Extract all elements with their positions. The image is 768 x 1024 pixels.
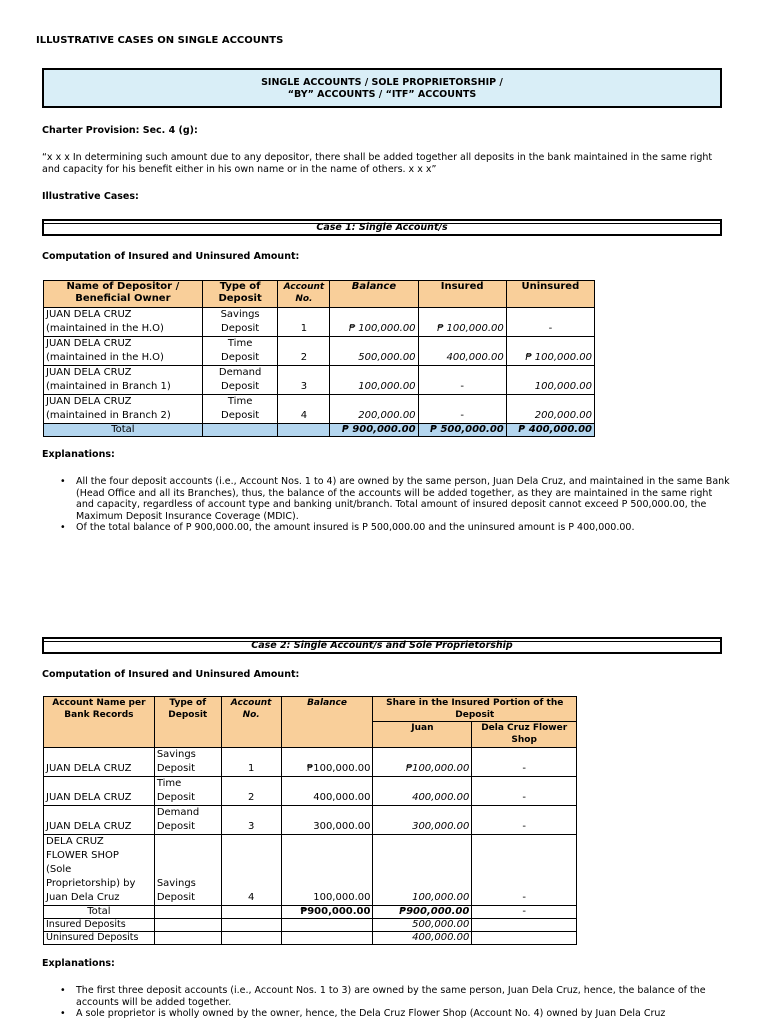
header-line-1: SINGLE ACCOUNTS / SOLE PROPRIETORSHIP /	[261, 77, 503, 88]
account-name-line: (Sole	[46, 864, 72, 875]
insured: -	[418, 366, 506, 395]
list-item: • All the four deposit accounts (i.e., Account Nos. 1 to 4) are owned by the same person, Juan Dela Cruz, and maintained in the same Bank (Head Office and all its Branches), thus, the balance of the accounts will be added together, as they are maintained in the same right and capacity, regardless of account type and banking unit/branch. Total amount of insured deposit cannot exceed P 500,000.00, the Maximum Deposit Insurance Coverage (MDIC).	[42, 476, 732, 522]
shop-share: -	[472, 806, 577, 835]
balance: 100,000.00	[330, 366, 418, 395]
deposit-type: Savings	[156, 749, 196, 760]
empty-cell	[154, 932, 221, 945]
account-no: 1	[221, 748, 281, 777]
account-no: 4	[221, 835, 281, 906]
account-name: JUAN DELA CRUZ	[44, 806, 155, 835]
empty-cell	[221, 932, 281, 945]
deposit-type: Time	[156, 778, 182, 789]
total-uninsured: ₱ 400,000.00	[506, 424, 594, 437]
deposit-type-suffix: Deposit	[221, 381, 260, 392]
case2-title-box	[42, 637, 722, 654]
juan-share: 100,000.00	[373, 835, 472, 906]
juan-share: 300,000.00	[373, 806, 472, 835]
account-no: 4	[278, 395, 330, 424]
empty-cell	[472, 932, 577, 945]
case1-header-type: Type of Deposit	[202, 281, 278, 308]
uninsured: 100,000.00	[506, 366, 594, 395]
table-row	[44, 835, 577, 906]
uninsured-label: Uninsured Deposits	[44, 932, 155, 945]
charter-quote: “x x x In determining such amount due to any depositor, there shall be added together all deposits in the bank maintained in the same right and capacity for his benefit either in his own name or in the name of others. x x x”	[42, 152, 713, 175]
list-item: • A sole proprietor is wholly owned by the owner, hence, the Dela Cruz Flower Shop (Account No. 4) owned by Juan Dela Cruz	[42, 1008, 732, 1020]
balance: 400,000.00	[281, 777, 373, 806]
table-row	[44, 337, 595, 366]
empty-cell	[278, 424, 330, 437]
case1-header-uninsured: Uninsured	[506, 281, 594, 308]
case2-table	[43, 696, 577, 945]
deposit-type-suffix: Deposit	[156, 892, 196, 903]
illustrative-heading: Illustrative Cases:	[42, 191, 139, 202]
total-row	[44, 424, 595, 437]
empty-cell	[281, 919, 373, 932]
insured-label: Insured Deposits	[44, 919, 155, 932]
case2-explanations-heading: Explanations:	[42, 958, 115, 969]
case2-header-type: Type of Deposit	[154, 697, 221, 748]
depositor-name: JUAN DELA CRUZ	[46, 367, 132, 378]
case1-table	[43, 280, 595, 437]
case2-header-shop: Dela Cruz Flower Shop	[472, 722, 577, 748]
account-no: 2	[221, 777, 281, 806]
header-box	[42, 68, 722, 108]
shop-share: -	[472, 777, 577, 806]
table-row	[44, 308, 595, 337]
empty-cell	[154, 906, 221, 919]
case1-header-name: Name of Depositor / Beneficial Owner	[44, 281, 203, 308]
insured: -	[418, 395, 506, 424]
balance: 100,000.00	[281, 835, 373, 906]
depositor-location: (maintained in Branch 1)	[46, 381, 171, 392]
account-name-line: Proprietorship) by	[46, 878, 136, 889]
empty-cell	[221, 919, 281, 932]
case1-header-insured: Insured	[418, 281, 506, 308]
deposit-type: Demand	[156, 807, 200, 818]
deposit-type-suffix: Deposit	[221, 352, 260, 363]
table-row	[44, 366, 595, 395]
uninsured-juan: 400,000.00	[373, 932, 472, 945]
deposit-type-suffix: Deposit	[156, 763, 196, 774]
list-item: • Of the total balance of P 900,000.00, the amount insured is P 500,000.00 and the uninsured amount is P 400,000.00.	[42, 522, 732, 534]
insured-juan: 500,000.00	[373, 919, 472, 932]
deposit-type: Time	[227, 338, 253, 349]
deposit-type-suffix: Deposit	[156, 792, 196, 803]
case2-computation-heading: Computation of Insured and Uninsured Amount:	[42, 669, 300, 680]
depositor-location: (maintained in Branch 2)	[46, 410, 171, 421]
insured: ₱ 100,000.00	[418, 308, 506, 337]
shop-share: -	[472, 748, 577, 777]
table-row	[44, 806, 577, 835]
total-label: Total	[44, 906, 155, 919]
uninsured-row	[44, 932, 577, 945]
insured: 400,000.00	[418, 337, 506, 366]
case1-title: Case 1: Single Account/s	[316, 222, 448, 233]
case1-explanations-heading: Explanations:	[42, 449, 115, 460]
table-row	[44, 395, 595, 424]
case1-computation-heading: Computation of Insured and Uninsured Amount:	[42, 251, 300, 262]
header-line-2: “BY” ACCOUNTS / “ITF” ACCOUNTS	[287, 89, 477, 100]
case2-header-share: Share in the Insured Portion of the Deposit	[373, 697, 577, 722]
document-title: ILLUSTRATIVE CASES ON SINGLE ACCOUNTS	[36, 35, 284, 46]
balance: 500,000.00	[330, 337, 418, 366]
total-shop: -	[472, 906, 577, 919]
deposit-type-suffix: Deposit	[221, 410, 260, 421]
account-no: 2	[278, 337, 330, 366]
account-name: JUAN DELA CRUZ	[44, 748, 155, 777]
deposit-type: Time	[227, 396, 253, 407]
case2-header-name: Account Name per Bank Records	[44, 697, 155, 748]
empty-cell	[281, 932, 373, 945]
account-no: 3	[221, 806, 281, 835]
juan-share: ₱100,000.00	[373, 748, 472, 777]
account-no: 1	[278, 308, 330, 337]
depositor-name: JUAN DELA CRUZ	[46, 338, 132, 349]
depositor-name: JUAN DELA CRUZ	[46, 309, 132, 320]
deposit-type: Savings	[220, 309, 260, 320]
balance: ₱100,000.00	[281, 748, 373, 777]
deposit-type-suffix: Deposit	[156, 821, 196, 832]
empty-cell	[202, 424, 278, 437]
deposit-type: Savings	[156, 878, 196, 889]
total-juan: ₱900,000.00	[373, 906, 472, 919]
case1-header-account-no: Account No.	[278, 281, 330, 308]
balance: 300,000.00	[281, 806, 373, 835]
case1-title-box	[42, 219, 722, 236]
depositor-location: (maintained in the H.O)	[46, 323, 164, 334]
account-name: JUAN DELA CRUZ	[44, 777, 155, 806]
account-name-line: DELA CRUZ	[46, 836, 104, 847]
total-balance: ₱ 900,000.00	[330, 424, 418, 437]
table-row	[44, 777, 577, 806]
total-balance: ₱900,000.00	[281, 906, 373, 919]
total-label: Total	[44, 424, 203, 437]
juan-share: 400,000.00	[373, 777, 472, 806]
account-name-line: Juan Dela Cruz	[46, 892, 120, 903]
uninsured: -	[506, 308, 594, 337]
uninsured: ₱ 100,000.00	[506, 337, 594, 366]
empty-cell	[472, 919, 577, 932]
depositor-location: (maintained in the H.O)	[46, 352, 164, 363]
insured-row	[44, 919, 577, 932]
case1-explanations	[42, 476, 732, 534]
case1-header-balance: Balance	[330, 281, 418, 308]
empty-cell	[154, 919, 221, 932]
empty-cell	[221, 906, 281, 919]
balance: ₱ 100,000.00	[330, 308, 418, 337]
list-item: • The first three deposit accounts (i.e., Account Nos. 1 to 3) are owned by the same person, Juan Dela Cruz, hence, the balance of the accounts will be added together.	[42, 985, 732, 1008]
shop-share: -	[472, 835, 577, 906]
total-insured: ₱ 500,000.00	[418, 424, 506, 437]
case2-explanations	[42, 985, 732, 1020]
deposit-type: Demand	[218, 367, 262, 378]
case2-header-account-no: Account No.	[221, 697, 281, 748]
case2-header-juan: Juan	[373, 722, 472, 748]
balance: 200,000.00	[330, 395, 418, 424]
deposit-type-suffix: Deposit	[221, 323, 260, 334]
total-row	[44, 906, 577, 919]
account-no: 3	[278, 366, 330, 395]
table-row	[44, 748, 577, 777]
uninsured: 200,000.00	[506, 395, 594, 424]
depositor-name: JUAN DELA CRUZ	[46, 396, 132, 407]
case2-header-balance: Balance	[281, 697, 373, 748]
charter-heading: Charter Provision: Sec. 4 (g):	[42, 125, 198, 136]
case2-title: Case 2: Single Account/s and Sole Proprietorship	[251, 640, 513, 651]
account-name-line: FLOWER SHOP	[46, 850, 119, 861]
